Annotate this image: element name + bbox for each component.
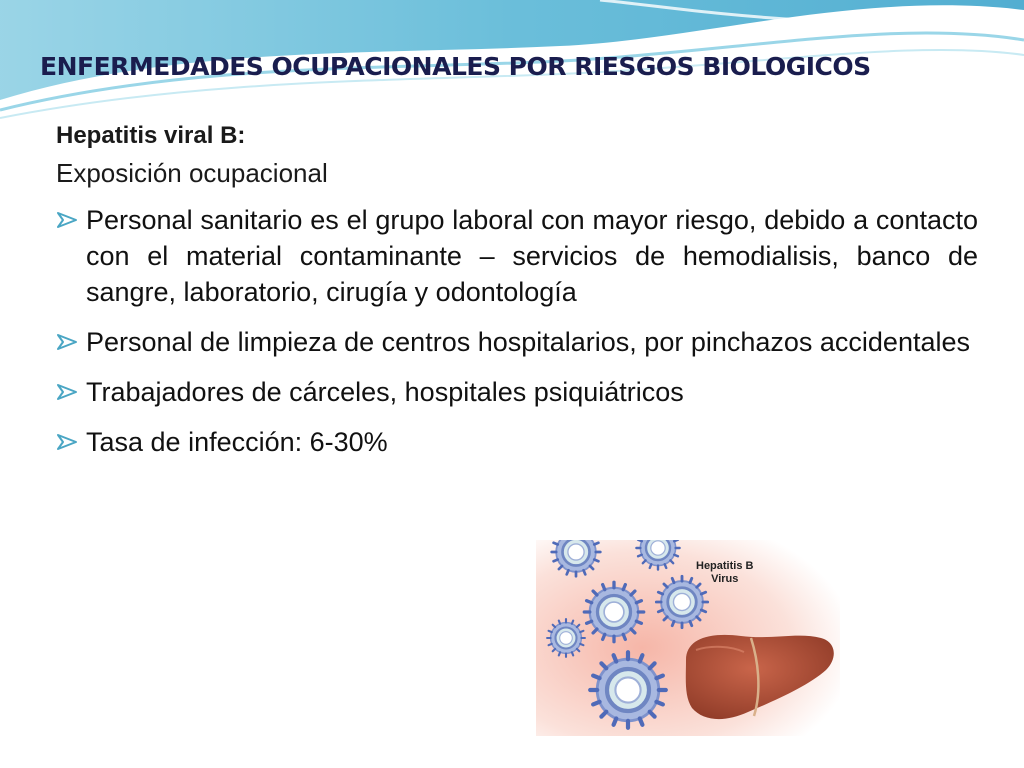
slide-content: [56, 118, 978, 474]
slide-subtitle: Hepatitis viral B:: [56, 122, 246, 149]
bullet-item: [56, 202, 978, 310]
intro-text: Exposición ocupacional: [56, 158, 328, 188]
bullet-text: Personal de limpieza de centros hospitalarios, por pinchazos accidentales: [86, 327, 970, 357]
arrow-bullet-icon: [56, 383, 78, 401]
virus-liver-illustration: [536, 540, 840, 736]
arrow-bullet-icon: [56, 333, 78, 351]
bullet-text: Trabajadores de cárceles, hospitales psiquiátricos: [86, 377, 684, 407]
bullet-text: Tasa de infección: 6-30%: [86, 427, 388, 457]
bullet-text: Personal sanitario es el grupo laboral con mayor riesgo, debido a contacto con el material contaminante – servicios de hemodialisis, banco de sangre, laboratorio, cirugía y odontología: [86, 205, 978, 307]
bullet-item: [56, 424, 978, 460]
slide-title: ENFERMEDADES OCUPACIONALES POR RIESGOS BIOLOGICOS: [40, 52, 871, 81]
bullet-list: [56, 202, 978, 460]
bullet-item: [56, 324, 978, 360]
virus-label: Hepatitis B Virus: [696, 560, 754, 585]
arrow-bullet-icon: [56, 433, 78, 451]
hepatitis-b-virus-liver-image: [536, 540, 840, 736]
bullet-item: [56, 374, 978, 410]
arrow-bullet-icon: [56, 211, 78, 229]
